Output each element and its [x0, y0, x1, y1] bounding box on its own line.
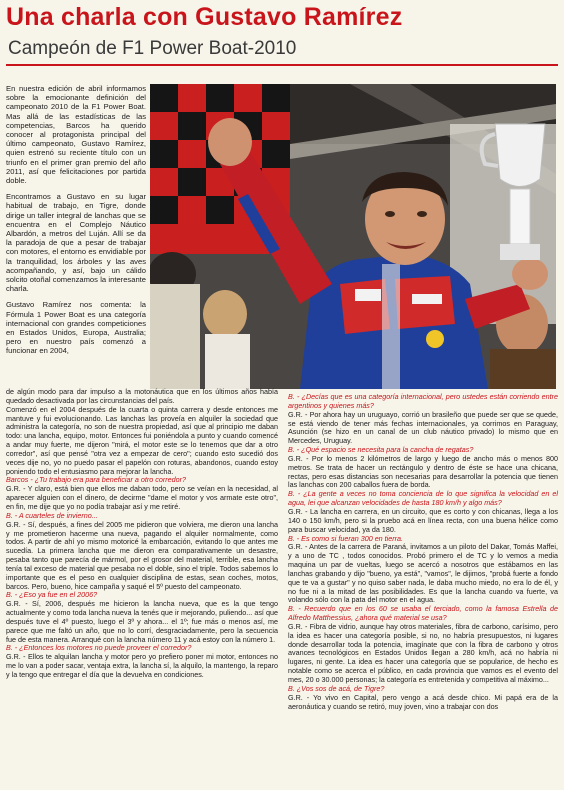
page-title: Una charla con Gustavo Ramírez: [6, 3, 403, 31]
interview-paragraph: G.R. - Antes de la carrera de Paraná, invitamos a un piloto del Dakar, Tomás Maffei, y a uno de TC , todos conocidos. Probó primero el de TC y lo vemos a media maquina un par de vueltas, luego se acercó a nosotros que estábamos en las lanchas grabando y dijo "bueno, ya está", "vamos", le dijimos, "probá fuerte a fondo que te va a gustar" y no quiso saber nada, le daba mucho miedo, no era lo de él, y no fue ni a la mitad de las posibilidades. Es que la lancha cuando va fuerte, va volando sólo con la pata del motor en el agua.: [288, 542, 558, 605]
title-rule: [6, 64, 558, 66]
interview-paragraph: G.R. - La lancha en carrera, en un circuito, que es corto y con chicanas, llega a los 140 o 150 km/h, pero si la pruebo acá en línea recta, con una buena hélice como para buscar velocidad, ya da 180.: [288, 506, 558, 534]
interview-paragraph: G.R. - Fibra de vidrio, aunque hay otros materiales, fibra de carbono, carísimo, pero la idea es hacer una categoría posible, si no, no habría presupuestos, ni lugares donde desarrollar toda la potencia, imagínate que con la fibra de carbono y otros avances tecnológicos en Estados Unidos llegan a 280 km/h, acá no habría ni lugares, ni gente. La idea es hacer una categoría que se popularice, de hecho es notable como se acerca el público, en cada provincia que vamos es el evento del mes, 20 o 30.000 personas; la categoría es entretenida y competitiva al máximo...: [288, 621, 558, 684]
interview-paragraph: Comenzó en el 2004 después de la cuarta o quinta carrera y desde entonces me mantuve y fui evolucionando. Las lanchas las proveía en alquiler la sociedad que administra la categoría, no son de nuestra propiedad, así que al principio me daban todo: una lancha, equipo, motor. Entonces fui poniéndola a punto y cuando comencé a andar muy fuerte, me dijeron "mirá, el motor este se lo tenemos que dar a otro corredor", así que pensé "otra vez a empezar de cero"; cuando esto sucedió dos veces dije no, yo no puedo pasar el papelón con roturas, abandonos, cuando estoy poniendo todo el entusiasmo para mejorar la lancha.: [6, 404, 278, 476]
interview-question: B. - ¿Eso ya fue en el 2006?: [6, 590, 98, 600]
interview-question: B. - ¿La gente a veces no toma conciencia de lo que significa la velocidad en el agua, lei que alcanzan velocidades de hasta 180 km/h y algo más?: [288, 489, 558, 508]
interview-question: B. - ¿Entonces los motores no puede proveer el corredor?: [6, 643, 192, 653]
interview-question: B. - ¿Qué espacio se necesita para la cancha de regatas?: [288, 445, 474, 455]
lede-paragraph: Gustavo Ramírez nos comenta: la Fórmula 1 Power Boat es una categoría internacional con grandes competiciones en Estados Unidos, Europa, Australia; pero en nuestro país comenzó a funcionar en 2004,: [6, 300, 146, 356]
interview-paragraph: G.R. - Sí, 2006, después me hicieron la lancha nueva, que es la que tengo actualmente y como toda lancha nueva la tenés que ir mejorando, puliendo... así que después tuve el 4º puesto, luego el 3º y ahora... el 1º; fue más o menos así, me parece que me faltó un año, que no lo corrí, desgraciadamente, pero la secuencia fue de esta manera. Arranqué con la lancha número 11 y acá estoy con la número 1.: [6, 599, 278, 644]
lede-paragraph: Encontramos a Gustavo en su lugar habitual de trabajo, en Tigre, donde dirige un taller integral de lanchas que se encuentra en el Complejo Náutico Albardón, a metros del Luján. Allí se da la paradoja de que a pesar de trabajar con motores, el entorno es envidiable por la tranquilidad, los árboles y las aves acompañando, y así, bajo un cálido solcito otoñal comenzamos la interesante charla.: [6, 192, 146, 294]
lede-column: [6, 84, 146, 363]
interview-question: B. - Es como si fueran 300 en tierra.: [288, 533, 404, 543]
interview-question: Barcos - ¿Tu trabajo era para beneficiar a otro corredor?: [6, 475, 187, 485]
interview-paragraph: de algún modo para dar impulso a la motonáutica que en los últimos años había quedado desactivada por las circunstancias del país.: [6, 387, 278, 405]
photo-illustration: [150, 84, 556, 389]
interview-paragraph: G.R. - Por lo menos 2 kilómetros de largo y luego de ancho más o menos 800 metros. Se trata de hacer un rectángulo y dentro de éste se hace una chicana, rectas, pero esas distancias son necesarias para desarrollar la potencia que tienen las lanchas con 200 caballos fuera de borda.: [288, 453, 558, 490]
interview-question: B. ¿Vos sos de acá, de Tigre?: [288, 683, 385, 693]
interview-question: B. - Recuerdo que en los 60 se usaba el terciado, como la famosa Estrella de Alfredo Matthessius, ¿ahora qué material se usa?: [288, 604, 558, 623]
raised-fist: [208, 118, 252, 166]
interview-paragraph: G.R. - Y claro, está bien que ellos me daban todo, pero se veían en la necesidad, al aparecer alguien con el dinero, de decirme "dame el motor y vos armate este otro", en fin, me dije que yo no podía trabajar así y me retiré.: [6, 484, 278, 511]
interview-paragraph: G.R. - Yo vivo en Capital, pero vengo a acá desde chico. Mi papá era de la aeronáutica y cuando se retiró, muy joven, vino a trabajar con dos: [288, 692, 558, 711]
interview-question: B. - A cuarteles de invierno...: [6, 510, 98, 520]
interview-question: B. - ¿Decías que es una categoría internacional, pero ustedes están corriendo entre argentinos y quienes más?: [288, 392, 558, 410]
lede-paragraph: En nuestra edición de abril informamos sobre la emocionante definición del campeonato 2010 de la F1 Power Boat. Mas allá de las estadísticas de las competencias, Barcos ha querido conocer al protagonista principal del último campeonato, Gustavo Ramírez, quien estrenó su reciente título con un triunfo en el primer gran premio del año 2011, así que felicitaciones por partida doble.: [6, 84, 146, 186]
interview-paragraph: G.R. - Ellos te alquilan lancha y motor pero yo prefiero poner mi motor, entonces no me lo van a poder sacar, ventaja extra, la lancha sí, la alquilo, la mantengo, la reparo y la tengo que entregar el día que la devuelva en condiciones.: [6, 652, 278, 679]
page-subtitle: Campeón de F1 Power Boat-2010: [8, 38, 297, 59]
article-column-right: [288, 393, 558, 711]
interview-paragraph: G.R. - Por ahora hay un uruguayo, corrió un brasileño que puede ser que se quede, se está viendo de tener más fechas internacionales, ya corrimos en Paraguay, Asunción (se hizo en un canal de un club náutico privado) lo mismo que en Mercedes, Uruguay.: [288, 409, 558, 446]
photo-gustavo-ramirez: [150, 84, 556, 389]
interview-paragraph: G.R. - Sí, después, a fines del 2005 me pidieron que volviera, me dieron una lancha y me prometieron hacerme una nueva, pagando el alquiler normalmente, como todos. A partir de ahí yo mismo motoricé la embarcación, evitando lo que antes me sucedía. La primera lancha que me dieron era comparativamente un desastre, pesaba tanto que parecía de mármol, por el grosor del material, terrible, esa lancha tenía tal exceso de material que pesaba no el doble, sino el triple. Todos sabemos lo importante que es el peso en cualquier disciplina de estas, sean coches, motos, barcos. Pero, bueno, hice campaña y saqué el 5º puesto del campeonato.: [6, 519, 278, 591]
article-column-left: [6, 388, 278, 680]
